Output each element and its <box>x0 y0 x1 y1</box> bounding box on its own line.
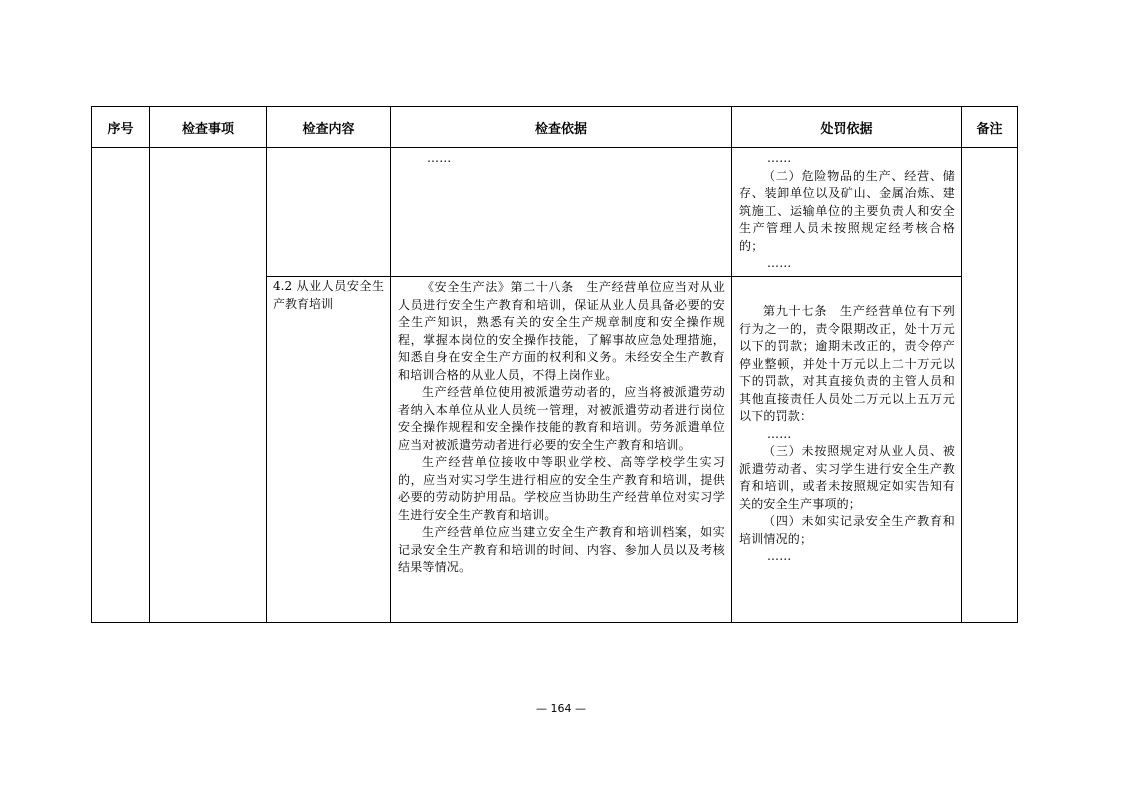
table-row <box>92 148 1018 277</box>
penalty-ellipsis-top: …… <box>767 151 792 165</box>
basis-para-4: 生产经营单位应当建立安全生产教育和培训档案，如实记录安全生产教育和培训的时间、内容、参加人员以及考核结果等情况。 <box>398 525 725 574</box>
remark-cell <box>962 148 1018 623</box>
penalty-cell <box>732 277 962 623</box>
item-cell <box>150 148 267 623</box>
header-remark: 备注 <box>962 107 1018 148</box>
basis-cell <box>391 148 732 277</box>
page-number: — 164 — <box>536 702 586 715</box>
inspection-table <box>91 106 1018 623</box>
penalty-cell <box>732 148 962 277</box>
header-row <box>92 107 1018 148</box>
inspection-content: 4.2 从业人员安全生产教育培训 <box>273 279 384 311</box>
penalty-clause-2: （二）危险物品的生产、经营、储存、装卸单位以及矿山、金属冶炼、建筑施工、运输单位的主要负责人和安全生产管理人员未按照规定经考核合格的； <box>739 168 955 253</box>
penalty-article-97: 第九十七条 生产经营单位有下列行为之一的，责令限期改正，处十万元以下的罚款；逾期未改正的，责令停产停业整顿，并处十万元以上二十万元以下的罚款，对其直接负责的主管人员和其他直接责任人员处二万元以上五万元以下的罚款： <box>739 304 955 423</box>
header-basis: 检查依据 <box>391 107 732 148</box>
penalty-clause-3: （三）未按照规定对从业人员、被派遣劳动者、实习学生进行安全生产教育和培训，或者未按照规定如实告知有关的安全生产事项的； <box>739 444 955 511</box>
basis-para-3: 生产经营单位接收中等职业学校、高等学校学生实习的，应当对实习学生进行相应的安全生产教育和培训，提供必要的劳动防护用品。学校应当协助生产经营单位对实习学生进行安全生产教育和培训。 <box>398 455 725 522</box>
seq-cell <box>92 148 150 623</box>
header-seq: 序号 <box>92 107 150 148</box>
penalty-ellipsis-1: …… <box>767 426 792 441</box>
basis-para-2: 生产经营单位使用被派遣劳动者的，应当将被派遣劳动者纳入本单位从业人员统一管理，对被派遣劳动者进行岗位安全操作规程和安全操作技能的教育和培训。劳务派遣单位应当对被派遣劳动者进行必要的安全生产教育和培训。 <box>398 385 725 452</box>
content-cell <box>267 277 391 623</box>
header-penalty: 处罚依据 <box>732 107 962 148</box>
penalty-ellipsis-bottom: …… <box>767 256 792 270</box>
header-content: 检查内容 <box>267 107 391 148</box>
penalty-clause-4: （四）未如实记录安全生产教育和培训情况的； <box>739 514 955 546</box>
header-item: 检查事项 <box>150 107 267 148</box>
basis-para-1: 《安全生产法》第二十八条 生产经营单位应当对从业人员进行安全生产教育和培训，保证从业人员具备必要的安全生产知识，熟悉有关的安全生产规章制度和安全操作规程，掌握本岗位的安全操作技能，了解事故应急处理措施，知悉自身在安全生产方面的权利和义务。未经安全生产教育和培训合格的从业人员，不得上岗作业。 <box>398 280 725 382</box>
penalty-ellipsis-2: …… <box>767 549 792 563</box>
basis-cell <box>391 277 732 623</box>
basis-ellipsis: …… <box>427 151 452 165</box>
content-cell <box>267 148 391 277</box>
